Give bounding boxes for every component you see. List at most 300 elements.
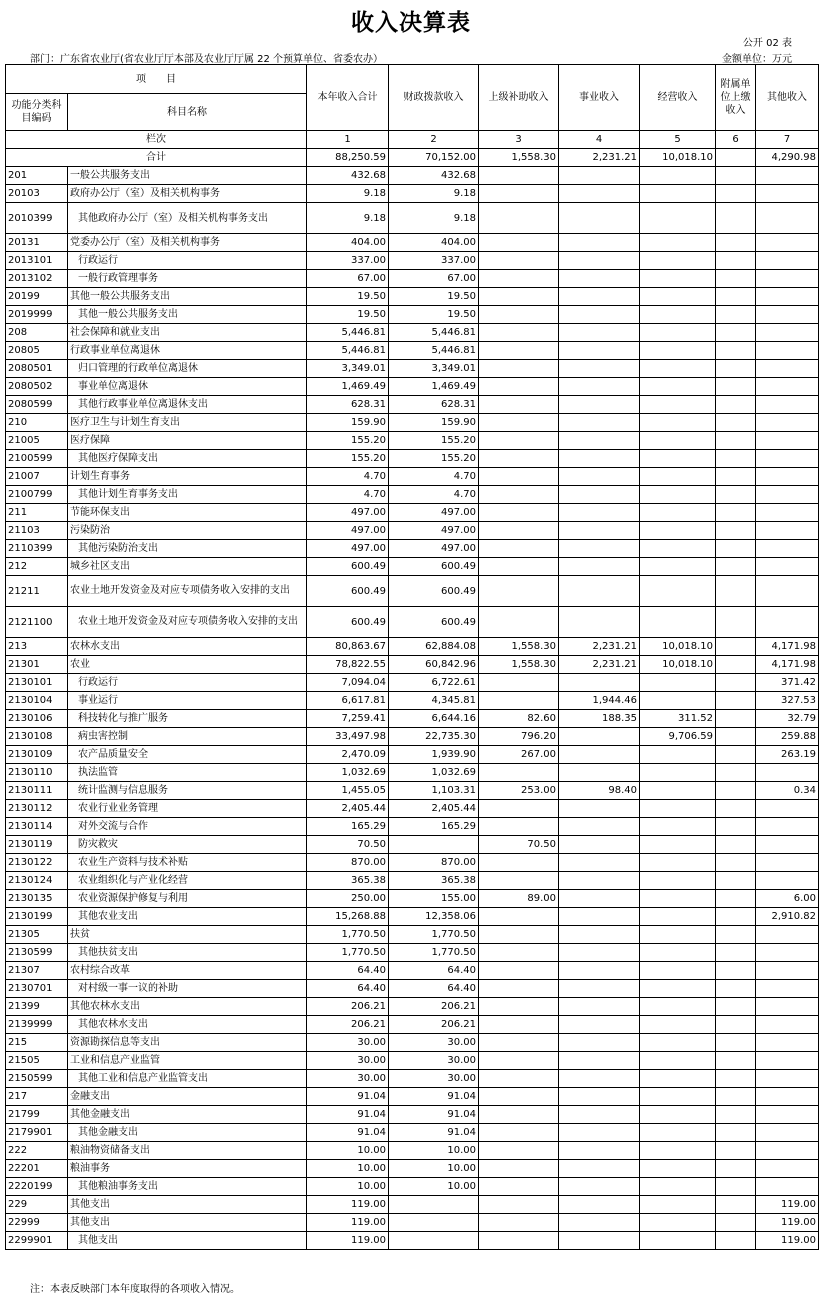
table-row [6,342,819,360]
col-num: 2 [389,131,479,149]
row-value: 1,032.69 [389,764,479,782]
header-col-other: 其他收入 [756,65,819,131]
table-row [6,185,819,203]
row-code: 2010399 [6,203,68,234]
row-value [756,872,819,890]
row-value [716,504,756,522]
table-row [6,764,819,782]
row-value [559,607,640,638]
row-value: 19.50 [389,288,479,306]
table-row [6,674,819,692]
row-value: 1,469.49 [389,378,479,396]
table-row [6,818,819,836]
row-value [640,468,716,486]
row-value: 19.50 [307,288,389,306]
row-value: 4.70 [389,468,479,486]
row-name: 资源勘探信息等支出 [68,1034,307,1052]
table-row [6,728,819,746]
row-value: 12,358.06 [389,908,479,926]
row-name: 城乡社区支出 [68,558,307,576]
row-value [640,576,716,607]
row-code: 2130114 [6,818,68,836]
row-name: 其他一般公共服务支出 [68,306,307,324]
table-row [6,800,819,818]
row-value [479,378,559,396]
footnote: 注：本表反映部门本年度取得的各项收入情况。 [30,1284,240,1295]
row-value [640,306,716,324]
row-value [716,288,756,306]
row-value: 796.20 [479,728,559,746]
row-value: 6,722.61 [389,674,479,692]
row-code: 211 [6,504,68,522]
row-value [479,450,559,468]
row-value [716,944,756,962]
row-value [716,360,756,378]
row-value: 365.38 [389,872,479,890]
row-value [559,378,640,396]
row-value [640,692,716,710]
row-value [389,1214,479,1232]
row-code: 2130108 [6,728,68,746]
row-value [479,468,559,486]
row-value [479,692,559,710]
row-value [640,270,716,288]
row-label: 栏次 [6,131,307,149]
row-name: 农业土地开发资金及对应专项债务收入安排的支出 [68,576,307,607]
table-row [6,998,819,1016]
row-value [716,234,756,252]
row-value [756,980,819,998]
row-value: 9.18 [389,203,479,234]
row-value: 365.38 [307,872,389,890]
table-row [6,468,819,486]
row-value [716,306,756,324]
row-value [640,764,716,782]
total-label: 合计 [6,149,307,167]
row-name: 一般公共服务支出 [68,167,307,185]
row-value [640,252,716,270]
row-name: 农业行业业务管理 [68,800,307,818]
row-value [756,764,819,782]
row-value [640,1178,716,1196]
row-code: 217 [6,1088,68,1106]
row-value [756,944,819,962]
row-code: 2013102 [6,270,68,288]
row-value: 6.00 [756,890,819,908]
row-value: 119.00 [307,1196,389,1214]
row-value [479,962,559,980]
row-value: 253.00 [479,782,559,800]
table-row [6,1178,819,1196]
row-name: 其他支出 [68,1232,307,1250]
row-name: 事业运行 [68,692,307,710]
row-value [716,1070,756,1088]
row-value: 5,446.81 [307,324,389,342]
row-value [640,836,716,854]
row-value [756,414,819,432]
row-value: 3,349.01 [307,360,389,378]
row-value [716,203,756,234]
row-value: 64.40 [307,962,389,980]
row-value [716,396,756,414]
row-code: 2179901 [6,1124,68,1142]
table-row [6,558,819,576]
row-name: 医疗卫生与计划生育支出 [68,414,307,432]
row-value [559,1124,640,1142]
row-value: 10.00 [307,1142,389,1160]
row-value: 67.00 [307,270,389,288]
row-value [559,728,640,746]
row-value: 6,617.81 [307,692,389,710]
row-value [640,818,716,836]
income-table [5,64,819,1250]
row-value: 91.04 [389,1124,479,1142]
row-value [756,854,819,872]
row-value [479,576,559,607]
row-value [640,558,716,576]
row-value: 4.70 [389,486,479,504]
table-row [6,396,819,414]
row-name: 金融支出 [68,1088,307,1106]
row-value [640,234,716,252]
header-col-fiscal: 财政拨款收入 [389,65,479,131]
row-value [640,872,716,890]
row-value [559,342,640,360]
row-value: 30.00 [307,1052,389,1070]
row-code: 208 [6,324,68,342]
total-cell: 70,152.00 [389,149,479,167]
row-value [559,674,640,692]
row-value [716,414,756,432]
row-value: 206.21 [389,998,479,1016]
row-value [716,167,756,185]
row-value [716,782,756,800]
row-name: 其他金融支出 [68,1124,307,1142]
table-row [6,167,819,185]
row-value [479,306,559,324]
row-value: 337.00 [307,252,389,270]
row-value: 2,910.82 [756,908,819,926]
row-code: 212 [6,558,68,576]
row-value: 1,944.46 [559,692,640,710]
row-value [640,1070,716,1088]
row-value: 371.42 [756,674,819,692]
row-value [716,342,756,360]
row-value: 1,558.30 [479,638,559,656]
row-value: 1,770.50 [307,944,389,962]
row-value [716,692,756,710]
row-value: 5,446.81 [307,342,389,360]
row-value [479,1088,559,1106]
row-name: 工业和信息产业监管 [68,1052,307,1070]
row-value [559,1196,640,1214]
row-value [756,252,819,270]
row-name: 行政运行 [68,674,307,692]
row-value: 250.00 [307,890,389,908]
table-row [6,1232,819,1250]
row-value: 80,863.67 [307,638,389,656]
row-value [479,1160,559,1178]
row-name: 执法监管 [68,764,307,782]
row-value [756,1088,819,1106]
row-value [640,486,716,504]
row-name: 行政事业单位离退休 [68,342,307,360]
row-value [716,607,756,638]
row-value: 267.00 [479,746,559,764]
row-value [716,764,756,782]
row-name: 其他一般公共服务支出 [68,288,307,306]
row-value [559,944,640,962]
row-code: 21301 [6,656,68,674]
row-value [716,854,756,872]
row-code: 2130119 [6,836,68,854]
row-value [756,270,819,288]
row-value [479,360,559,378]
row-value [756,1124,819,1142]
row-value [756,1034,819,1052]
row-value: 497.00 [307,504,389,522]
row-value [640,1232,716,1250]
row-value [479,926,559,944]
row-value: 9,706.59 [640,728,716,746]
row-value [756,1160,819,1178]
table-row [6,926,819,944]
row-value [559,185,640,203]
row-value [716,998,756,1016]
row-value: 89.00 [479,890,559,908]
row-value [559,396,640,414]
row-value: 1,469.49 [307,378,389,396]
row-name: 统计监测与信息服务 [68,782,307,800]
row-value: 91.04 [389,1088,479,1106]
row-code: 2121100 [6,607,68,638]
row-value [716,746,756,764]
row-code: 2130135 [6,890,68,908]
row-value: 15,268.88 [307,908,389,926]
row-value [479,818,559,836]
row-value [716,638,756,656]
row-value [640,203,716,234]
row-name: 其他医疗保障支出 [68,450,307,468]
table-row [6,203,819,234]
row-code: 20805 [6,342,68,360]
row-code: 2139999 [6,1016,68,1034]
row-value [479,167,559,185]
table-row [6,234,819,252]
row-value: 155.20 [389,450,479,468]
row-value [559,252,640,270]
row-value [479,1052,559,1070]
row-value [559,1070,640,1088]
row-value: 337.00 [389,252,479,270]
row-value [559,1160,640,1178]
row-name: 医疗保障 [68,432,307,450]
row-code: 2130122 [6,854,68,872]
row-value [756,1142,819,1160]
row-value [559,450,640,468]
row-value [640,674,716,692]
row-value [756,167,819,185]
row-value [756,396,819,414]
row-value: 10,018.10 [640,656,716,674]
row-value [479,185,559,203]
row-name: 其他农业支出 [68,908,307,926]
row-value: 155.20 [307,450,389,468]
row-value: 6,644.16 [389,710,479,728]
row-value [640,854,716,872]
row-code: 21005 [6,432,68,450]
table-row [6,944,819,962]
row-value [559,360,640,378]
row-name: 其他扶贫支出 [68,944,307,962]
row-value [479,234,559,252]
row-value [756,360,819,378]
table-row [6,414,819,432]
row-value [716,270,756,288]
row-name: 其他金融支出 [68,1106,307,1124]
row-value [640,746,716,764]
row-value [756,1106,819,1124]
row-value: 1,939.90 [389,746,479,764]
row-value [559,504,640,522]
row-value [640,540,716,558]
row-value [640,360,716,378]
total-cell: 2,231.21 [559,149,640,167]
row-value: 2,405.44 [389,800,479,818]
row-value: 119.00 [756,1196,819,1214]
table-row [6,836,819,854]
row-value: 5,446.81 [389,342,479,360]
table-row [6,432,819,450]
row-value [756,1178,819,1196]
row-value: 4.70 [307,468,389,486]
table-row [6,1052,819,1070]
table-row [6,854,819,872]
row-value: 32.79 [756,710,819,728]
row-value: 311.52 [640,710,716,728]
row-value [640,1106,716,1124]
row-value [640,998,716,1016]
row-value [756,468,819,486]
row-value [479,270,559,288]
row-name: 粮油事务 [68,1160,307,1178]
row-name: 农林水支出 [68,638,307,656]
row-value: 628.31 [307,396,389,414]
row-value: 19.50 [307,306,389,324]
row-code: 2220199 [6,1178,68,1196]
row-code: 2130112 [6,800,68,818]
row-value [716,710,756,728]
row-value [640,1142,716,1160]
row-value [559,468,640,486]
table-row [6,522,819,540]
row-value [716,324,756,342]
row-value [559,288,640,306]
row-value: 30.00 [307,1034,389,1052]
row-value [716,486,756,504]
row-code: 22201 [6,1160,68,1178]
row-value: 1,455.05 [307,782,389,800]
row-value [479,486,559,504]
row-value [640,1214,716,1232]
row-value [559,432,640,450]
row-value: 497.00 [307,540,389,558]
row-name: 对村级一事一议的补助 [68,980,307,998]
row-value: 0.34 [756,782,819,800]
row-code: 2130111 [6,782,68,800]
row-value [479,203,559,234]
row-value [640,800,716,818]
row-code: 2130109 [6,746,68,764]
row-code: 21505 [6,1052,68,1070]
row-value: 628.31 [389,396,479,414]
row-value [756,926,819,944]
row-value [559,1052,640,1070]
row-value [716,1142,756,1160]
row-value [716,450,756,468]
row-value [479,432,559,450]
row-code: 2130104 [6,692,68,710]
row-name: 扶贫 [68,926,307,944]
row-value: 432.68 [389,167,479,185]
row-code: 22999 [6,1214,68,1232]
row-value [716,1052,756,1070]
row-value [479,800,559,818]
row-value: 10.00 [307,1178,389,1196]
row-name: 科技转化与推广服务 [68,710,307,728]
row-value: 1,103.31 [389,782,479,800]
row-name: 病虫害控制 [68,728,307,746]
row-value: 9.18 [307,203,389,234]
row-value: 1,770.50 [389,944,479,962]
row-value [716,872,756,890]
row-name: 其他计划生育事务支出 [68,486,307,504]
row-value: 497.00 [389,504,479,522]
row-name: 归口管理的行政单位离退休 [68,360,307,378]
row-value [756,1052,819,1070]
table-row [6,1034,819,1052]
table-row [6,378,819,396]
row-value: 9.18 [307,185,389,203]
header-col-operating: 经营收入 [640,65,716,131]
table-row [6,306,819,324]
table-row [6,1070,819,1088]
row-value: 2,470.09 [307,746,389,764]
table-row [6,486,819,504]
table-row [6,1124,819,1142]
row-value [716,656,756,674]
row-value: 165.29 [389,818,479,836]
row-value [559,1232,640,1250]
row-value [640,782,716,800]
row-name: 农业资源保护修复与利用 [68,890,307,908]
row-code: 210 [6,414,68,432]
row-value [559,818,640,836]
row-code: 2130701 [6,980,68,998]
row-code: 21799 [6,1106,68,1124]
row-value [756,203,819,234]
row-name: 农产品质量安全 [68,746,307,764]
row-value: 1,770.50 [389,926,479,944]
row-value [559,872,640,890]
row-value: 432.68 [307,167,389,185]
row-value: 4,345.81 [389,692,479,710]
row-value [479,342,559,360]
row-value [559,558,640,576]
table-row [6,504,819,522]
table-code: 公开 02 表 [742,38,792,49]
row-value: 155.20 [307,432,389,450]
